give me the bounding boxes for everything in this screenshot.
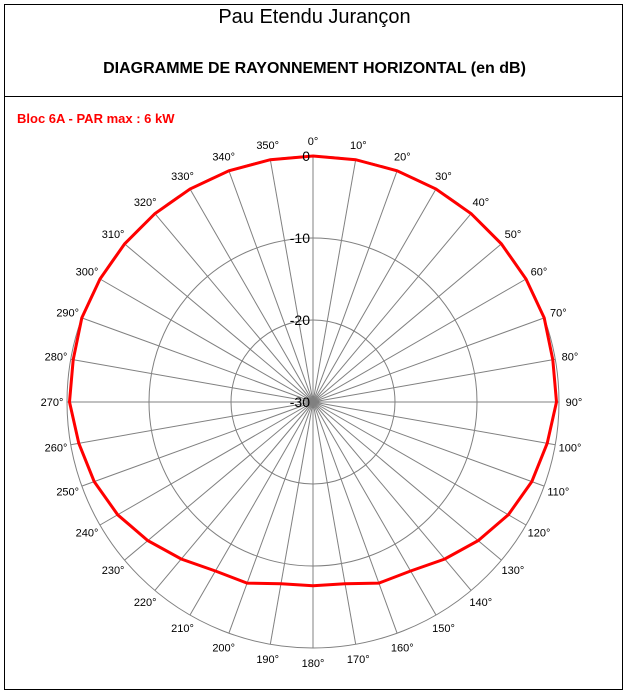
bloc-label: Bloc 6A - PAR max : 6 kW	[17, 111, 175, 126]
angle-tick-label: 140°	[469, 596, 493, 609]
angle-tick-label: 80°	[561, 351, 579, 364]
radial-tick-label: -30	[289, 394, 310, 410]
angle-tick-label: 120°	[527, 527, 551, 540]
angle-tick-label: 160°	[390, 642, 414, 655]
radial-tick-label: -20	[289, 312, 310, 328]
angle-tick-label: 260°	[44, 442, 68, 455]
angle-tick-label: 10°	[349, 140, 367, 152]
angle-tick-label: 70°	[549, 307, 567, 320]
angle-tick-label: 350°	[256, 140, 280, 152]
angle-tick-label: 220°	[133, 596, 157, 609]
angle-tick-label: 20°	[393, 151, 411, 164]
angle-tick-label: 130°	[501, 564, 525, 577]
angle-tick-label: 290°	[56, 307, 80, 320]
angle-tick-label: 200°	[212, 642, 236, 655]
angle-tick-label: 240°	[75, 527, 99, 540]
angle-tick-label: 210°	[171, 623, 194, 635]
angle-tick-label: 310°	[101, 229, 125, 242]
angle-tick-label: 190°	[256, 654, 280, 666]
angle-tick-label: 330°	[171, 171, 194, 183]
page-title: Pau Etendu Jurançon	[218, 6, 411, 28]
angle-tick-label: 280°	[44, 351, 68, 364]
angle-tick-label: 150°	[432, 623, 455, 635]
angle-tick-label: 180°	[301, 658, 325, 670]
angle-tick-label: 320°	[133, 197, 157, 210]
angle-tick-label: 300°	[75, 266, 99, 279]
angle-tick-label: 40°	[472, 197, 490, 210]
chart-subtitle: DIAGRAMME DE RAYONNEMENT HORIZONTAL (en dB)	[103, 60, 526, 77]
radial-tick-label: 0	[302, 148, 310, 164]
angle-tick-label: 60°	[530, 266, 548, 279]
angle-tick-label: 230°	[101, 564, 125, 577]
angle-tick-label: 0°	[307, 136, 319, 148]
angle-tick-label: 270°	[40, 397, 64, 409]
angle-tick-label: 100°	[558, 442, 582, 455]
angle-tick-label: 170°	[346, 654, 370, 666]
angle-tick-label: 250°	[56, 486, 80, 499]
angle-tick-label: 50°	[504, 229, 522, 242]
angle-tick-label: 90°	[565, 397, 583, 409]
angle-tick-label: 340°	[212, 151, 236, 164]
radial-tick-label: -10	[289, 230, 310, 246]
angle-tick-label: 110°	[547, 486, 570, 499]
angle-tick-label: 30°	[435, 171, 452, 183]
